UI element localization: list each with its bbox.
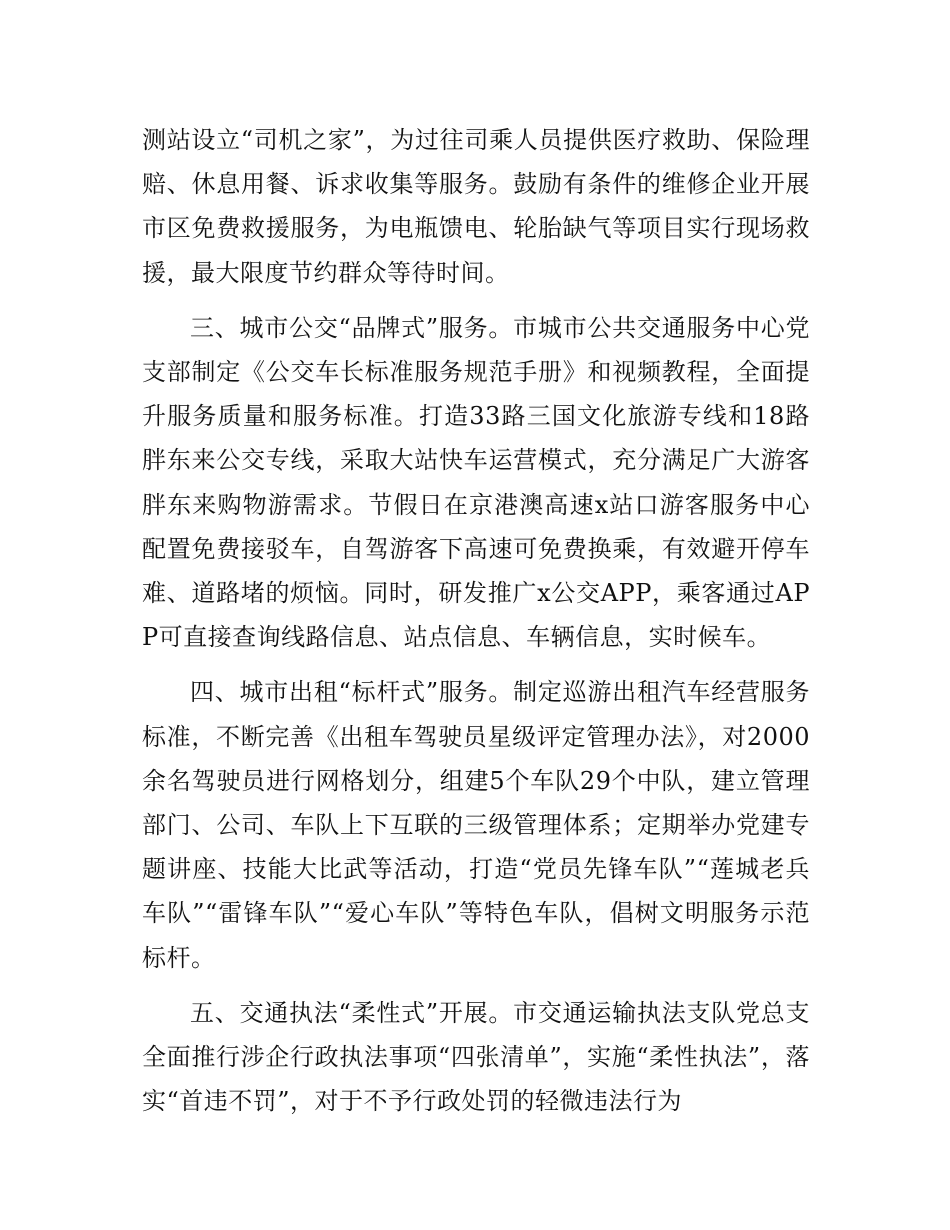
- document-body: [142, 118, 810, 1123]
- paragraph-public-transit-service: 三、城市公交“品牌式”服务。市城市公共交通服务中心党支部制定《公交车长标准服务规范手册》和视频教程，全面提升服务质量和服务标准。打造33路三国文化旅游专线和18路胖东来公交专线，采取大站快车运营模式，充分满足广大游客胖东来购物游需求。节假日在京港澳高速x站口游客服务中心配置免费接驳车，自驾游客下高速可免费换乘，有效避开停车难、道路堵的烦恼。同时，研发推广x公交APP，乘客通过APP可直接查询线路信息、站点信息、车辆信息，实时候车。: [142, 313, 810, 652]
- paragraph-continuation: 测站设立“司机之家”，为过往司乘人员提供医疗救助、保险理赔、休息用餐、诉求收集等服务。鼓励有条件的维修企业开展市区免费救援服务，为电瓶馈电、轮胎缺气等项目实行现场救援，最大限度节约群众等待时间。: [142, 126, 810, 287]
- paragraph-traffic-enforcement: 五、交通执法“柔性式”开展。市交通运输执法支队党总支全面推行涉企行政执法事项“四张清单”，实施“柔性执法”，落实“首违不罚”，对于不予行政处罚的轻微违法行为: [142, 998, 810, 1116]
- paragraph-taxi-service: 四、城市出租“标杆式”服务。制定巡游出租汽车经营服务标准，不断完善《出租车驾驶员星级评定管理办法》，对2000余名驾驶员进行网格划分，组建5个车队29个中队，建立管理部门、公司、车队上下互联的三级管理体系；定期举办党建专题讲座、技能大比武等活动，打造“党员先锋车队”“莲城老兵车队”“雷锋车队”“爱心车队”等特色车队，倡树文明服务示范标杆。: [142, 678, 810, 972]
